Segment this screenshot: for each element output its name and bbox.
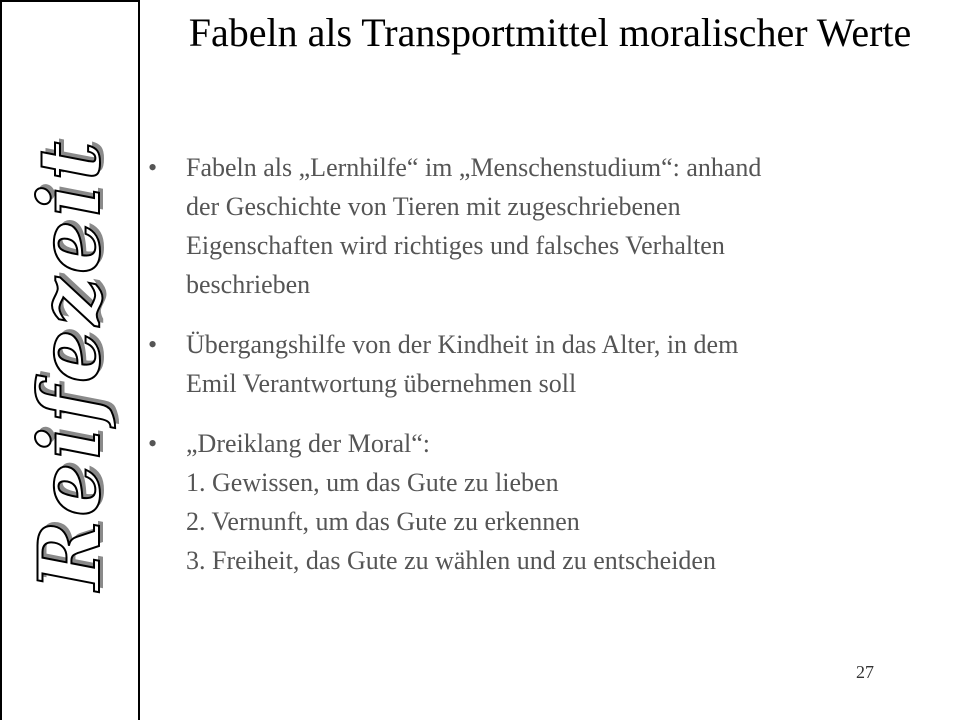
bullet-text-line: Emil Verantwortung übernehmen soll <box>186 369 577 398</box>
bullet-text-line: 3. Freiheit, das Gute zu wählen und zu entscheiden <box>186 546 716 575</box>
bullet-text-line: 2. Vernunft, um das Gute zu erkennen <box>186 507 580 536</box>
side-panel <box>0 0 140 720</box>
bullet-icon: • <box>148 429 158 458</box>
bullet-text-line: beschrieben <box>186 270 311 299</box>
bullet-text-line: der Geschichte von Tieren mit zugeschriebenen <box>186 192 681 221</box>
slide-title: Fabeln als Transportmittel moralischer Werte <box>188 10 912 55</box>
bullet-icon: • <box>148 330 158 359</box>
bullet-icon: • <box>148 153 158 182</box>
side-title: Reifezeit <box>20 137 119 591</box>
bullet-text-line: Eigenschaften wird richtiges und falsches Verhalten <box>186 231 725 260</box>
bullet-text-line: Übergangshilfe von der Kindheit in das Alter, in dem <box>186 330 739 359</box>
bullet-text-line: Fabeln als „Lernhilfe“ im „Menschenstudium“: anhand <box>186 153 762 182</box>
bullet-item <box>148 424 928 580</box>
bullet-item <box>148 148 928 304</box>
bullet-item <box>148 325 928 403</box>
bullet-text-line: 1. Gewissen, um das Gute zu lieben <box>186 468 559 497</box>
bullet-list <box>148 148 928 601</box>
page-number: 27 <box>856 662 874 682</box>
bullet-text-line: „Dreiklang der Moral“: <box>186 429 431 458</box>
